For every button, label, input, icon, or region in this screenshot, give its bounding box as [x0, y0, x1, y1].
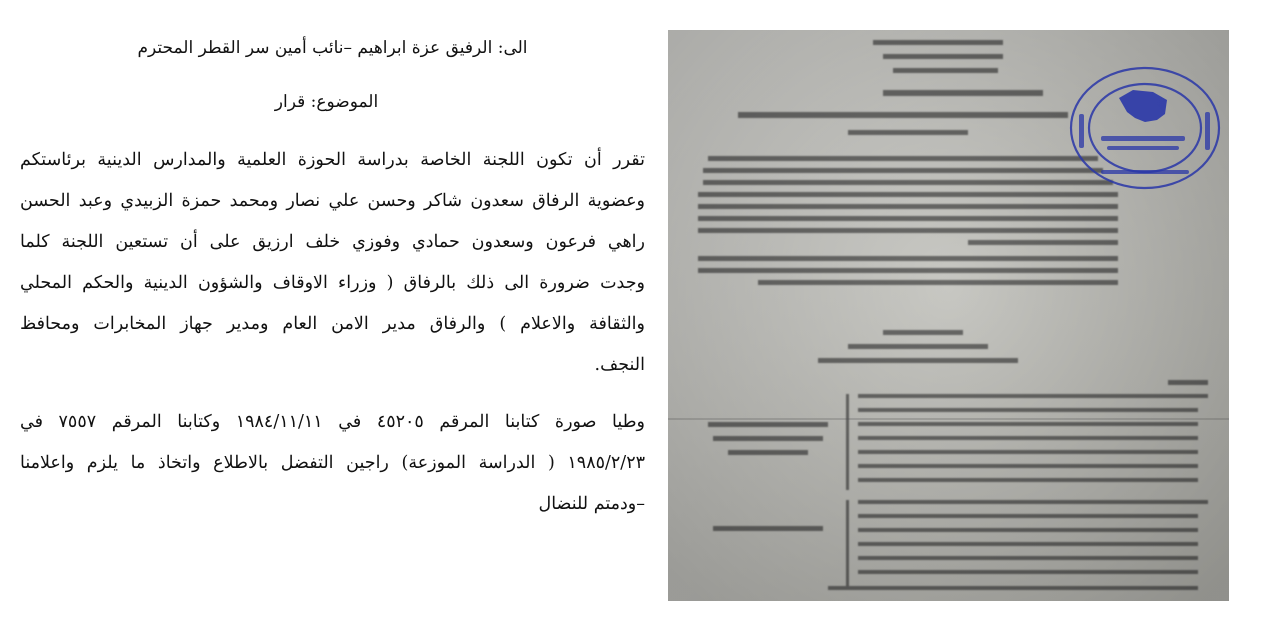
paragraph-line: –ودمتم للنضال	[538, 494, 645, 514]
paragraph-line: والثقافة والاعلام ) والرفاق مدير الامن العام ومدير جهاز المخابرات ومحافظ	[20, 314, 645, 334]
letter-transcription	[20, 30, 645, 525]
paragraph-line: وطيا صورة كتابنا المرقم ٤٥٢٠٥ في ١٩٨٤/١١/١١ وكتابنا المرقم ٧٥٥٧ في	[20, 412, 646, 432]
paragraph-line: النجف.	[594, 355, 645, 375]
map-icon	[1119, 90, 1167, 122]
official-seal-stamp	[1061, 62, 1223, 192]
paragraph-line: وعضوية الرفاق سعدون شاكر وحسن علي نصار ومحمد حمزة الزبيدي وعبد الحسن	[20, 191, 645, 211]
paragraph-line: تقرر أن تكون اللجنة الخاصة بدراسة الحوزة العلمية والمدارس الدينية برئاستكم	[20, 150, 645, 170]
paragraph-line: راهي فرعون وسعدون حمادي وفوزي خلف ارزيق على أن تستعين اللجنة كلما	[20, 232, 645, 252]
scanned-document-photo	[668, 30, 1229, 601]
letter-paragraph-1	[20, 140, 645, 386]
letter-paragraph-2	[20, 402, 645, 525]
paragraph-line: ١٩٨٥/٢/٢٣ ( الدراسة الموزعة) راجين التفضل بالاطلاع واتخاذ ما يلزم واعلامنا	[20, 453, 645, 473]
letter-recipient: الى: الرفيق عزة ابراهيم –نائب أمين سر القطر المحترم	[137, 38, 528, 58]
letter-subject: الموضوع: قرار	[274, 92, 379, 112]
paragraph-line: وجدت ضرورة الى ذلك بالرفاق ( وزراء الاوقاف والشؤون الدينية والحكم المحلي	[20, 273, 645, 293]
paper-fold	[668, 418, 1229, 420]
